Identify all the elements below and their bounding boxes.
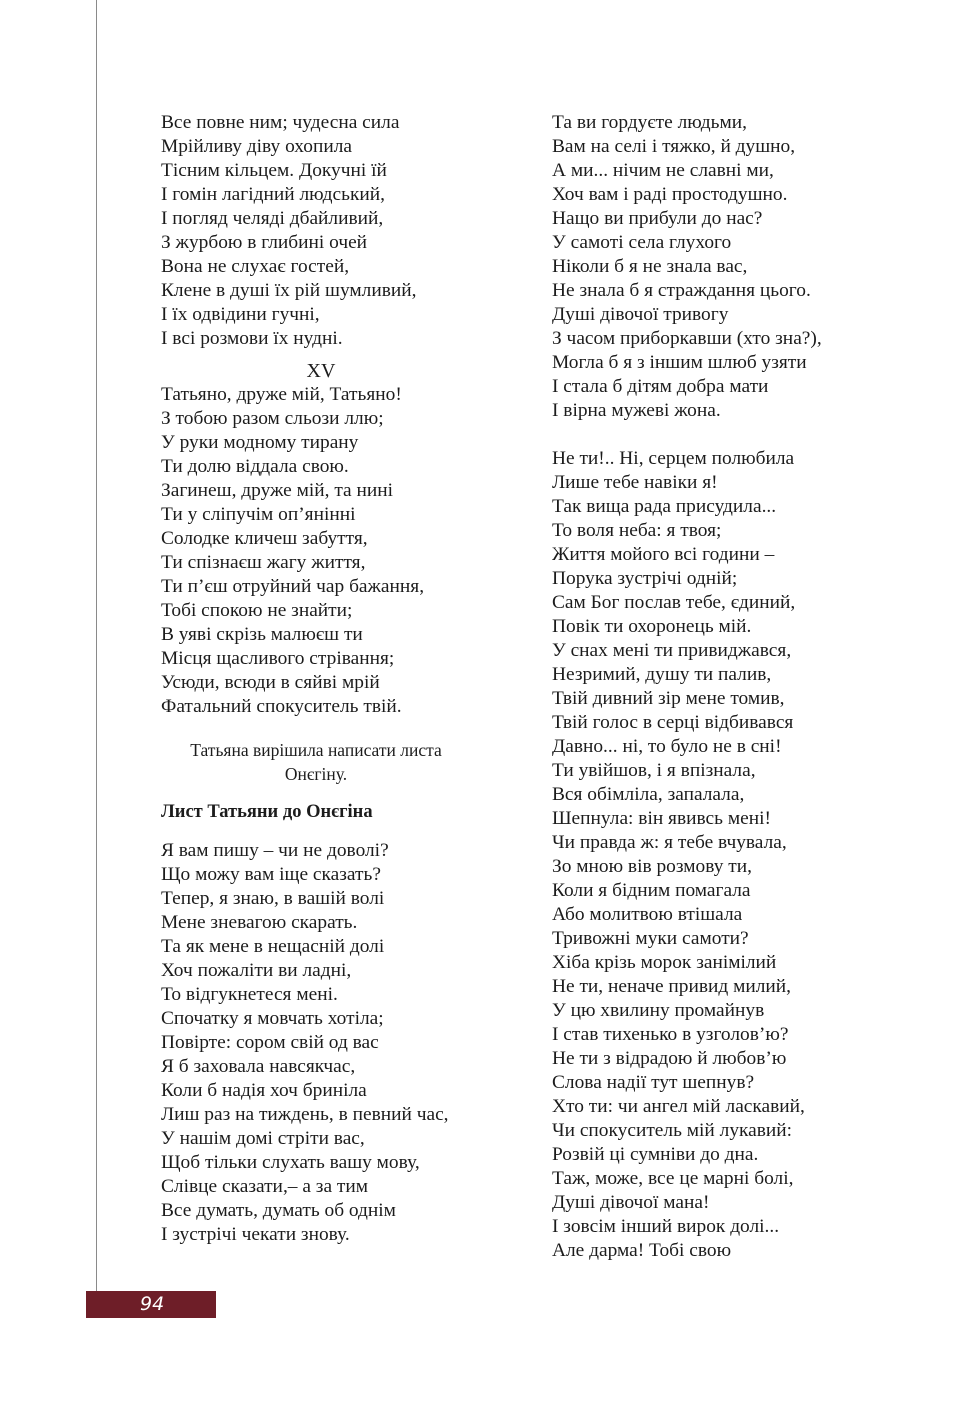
text-line: Татьяно, друже мій, Татьяно! — [161, 384, 402, 405]
page-number: 94 — [140, 1293, 165, 1315]
text-line: Лише тебе навіки я! — [552, 472, 718, 493]
letter-text — [161, 839, 501, 1247]
text-line: Солодке кличеш забуття, — [161, 528, 368, 549]
text-line: З тобою разом сльози ллю; — [161, 408, 384, 429]
text-line: Душі дівочої мана! — [552, 1192, 710, 1213]
text-line: Спочатку я мовчать хотіла; — [161, 1008, 384, 1029]
text-line: То воля неба: я твоя; — [552, 520, 722, 541]
text-line: Таж, може, все це марні болі, — [552, 1168, 794, 1189]
text-line: І їх одвідини гучні, — [161, 304, 320, 325]
text-line: Та ви гордуєте людьми, — [552, 112, 747, 133]
text-line: Твій голос в серці відбивався — [552, 712, 794, 733]
text-line: У нашім домі стріти вас, — [161, 1128, 365, 1149]
text-line: Вам на селі і тяжко, й душно, — [552, 136, 796, 157]
text-line: І погляд челяді дбайливий, — [161, 208, 384, 229]
text-line: І вірна мужеві жона. — [552, 400, 721, 421]
right-column — [552, 111, 892, 1263]
text-line: Незримий, душу ти палив, — [552, 664, 772, 685]
text-line: Коли я бідним помагала — [552, 880, 751, 901]
text-line: Повік ти охоронець мій. — [552, 616, 752, 637]
text-line: Шепнула: він явивсь мені! — [552, 808, 771, 829]
poem-stanza — [161, 383, 501, 719]
text-line: І став тихенько в узголов’ю? — [552, 1024, 789, 1045]
text-line: Коли б надія хоч бриніла — [161, 1080, 367, 1101]
text-line: І зустрічі чекати знову. — [161, 1224, 350, 1245]
text-line: З часом приборкавши (хто зна?), — [552, 328, 822, 349]
text-line: Все думать, думать об однім — [161, 1200, 396, 1221]
text-line: То відгукнетеся мені. — [161, 984, 338, 1005]
stage-note — [161, 738, 501, 786]
text-line: Тобі спокою не знайти; — [161, 600, 353, 621]
text-line: Зо мною вів розмову ти, — [552, 856, 752, 877]
text-line: З журбою в глибині очей — [161, 232, 368, 253]
text-line: Місця щасливого стрівання; — [161, 648, 395, 669]
text-line: У цю хвилину промайнув — [552, 1000, 765, 1021]
text-line: В уяві скрізь малюєш ти — [161, 624, 363, 645]
text-line: Щоб тільки слухать вашу мову, — [161, 1152, 420, 1173]
text-line: Вся обімліла, запалала, — [552, 784, 745, 805]
text-line: Сам Бог послав тебе, єдиний, — [552, 592, 796, 613]
text-line: У самоті села глухого — [552, 232, 732, 253]
text-line: Усюди, всюди в сяйві мрій — [161, 672, 380, 693]
text-line: Все повне ним; чудесна сила — [161, 112, 400, 133]
text-line: Нащо ви прибули до нас? — [552, 208, 763, 229]
text-line: Що можу вам іще сказать? — [161, 864, 381, 885]
text-line: Ти спізнаєш жагу життя, — [161, 552, 366, 573]
text-line: Татьяна вирішила написати листа — [190, 740, 442, 760]
page-number-tab — [86, 1291, 216, 1318]
text-line: Ти долю віддала свою. — [161, 456, 349, 477]
letter-heading: Лист Татьяни до Онєгіна — [161, 802, 373, 822]
text-line: У снах мені ти привиджався, — [552, 640, 792, 661]
text-line: Хоч вам і раді простодушно. — [552, 184, 788, 205]
text-line: Онєгіну. — [284, 764, 348, 784]
text-line: Хто ти: чи ангел мій ласкавий, — [552, 1096, 805, 1117]
text-line: Фатальний спокуситель твій. — [161, 696, 402, 717]
text-line: Життя мойого всі години – — [552, 544, 775, 565]
text-line: Давно... ні, то було не в сні! — [552, 736, 782, 757]
text-line: Мрійливу діву охопила — [161, 136, 352, 157]
poem-stanza — [552, 111, 892, 423]
text-line: Тепер, я знаю, в вашій волі — [161, 888, 385, 909]
text-line: Не ти!.. Ні, серцем полюбила — [552, 448, 795, 469]
text-line: Не ти з відрадою й любов’ю — [552, 1048, 787, 1069]
text-line: Слівце сказати,– а за тим — [161, 1176, 369, 1197]
text-line: І гомін лагідний людський, — [161, 184, 385, 205]
text-line: У руки модному тирану — [161, 432, 359, 453]
text-line: Хоч пожаліти ви ладні, — [161, 960, 352, 981]
text-line: Ти п’єш отруйний чар бажання, — [161, 576, 425, 597]
text-line: І зовсім інший вирок долі... — [552, 1216, 780, 1237]
text-line: Я б заховала навсякчас, — [161, 1056, 356, 1077]
text-line: Я вам пишу – чи не доволі? — [161, 840, 389, 861]
section-number: XV — [306, 360, 336, 382]
text-line: Клене в душі їх рій шумливий, — [161, 280, 417, 301]
text-line: Не ти, неначе привид милий, — [552, 976, 792, 997]
text-line: Хіба крізь морок занімілий — [552, 952, 777, 973]
text-line: Повірте: сором свій од вас — [161, 1032, 379, 1053]
text-line: А ми... нічим не славні ми, — [552, 160, 774, 181]
text-line: Слова надії тут шепнув? — [552, 1072, 755, 1093]
poem-stanza — [161, 111, 501, 351]
text-line: Мене зневагою скарать. — [161, 912, 358, 933]
text-line: Лиш раз на тиждень, в певний час, — [161, 1104, 449, 1125]
text-line: Тривожні муки самоти? — [552, 928, 749, 949]
text-line: Не знала б я страждання цього. — [552, 280, 811, 301]
text-line: Твій дивний зір мене томив, — [552, 688, 785, 709]
text-line: Але дарма! Тобі свою — [552, 1240, 732, 1261]
text-line: Загинеш, друже мій, та нині — [161, 480, 394, 501]
text-line: Ти увійшов, і я впізнала, — [552, 760, 756, 781]
text-line: Душі дівочої тривогу — [552, 304, 729, 325]
text-line: Розвій ці сумніви до дна. — [552, 1144, 759, 1165]
text-line: Та як мене в нещасній долі — [161, 936, 385, 957]
text-line: Тісним кільцем. Докучні їй — [161, 160, 387, 181]
text-line: Або молитвою втішала — [552, 904, 743, 925]
left-column — [161, 111, 501, 1247]
text-line: Чи спокуситель мій лукавий: — [552, 1120, 793, 1141]
text-line: Ти у сліпучім оп’янінні — [161, 504, 356, 525]
text-line: І всі розмови їх нудні. — [161, 328, 343, 349]
text-line: Ніколи б я не знала вас, — [552, 256, 748, 277]
poem-stanza — [552, 447, 892, 1263]
text-line: І стала б дітям добра мати — [552, 376, 769, 397]
text-line: Порука зустрічі одній; — [552, 568, 738, 589]
margin-rule — [96, 0, 97, 1298]
text-line: Чи правда ж: я тебе вчувала, — [552, 832, 787, 853]
text-line: Могла б я з іншим шлюб узяти — [552, 352, 807, 373]
text-line: Вона не слухає гостей, — [161, 256, 350, 277]
text-line: Так вища рада присудила... — [552, 496, 777, 517]
